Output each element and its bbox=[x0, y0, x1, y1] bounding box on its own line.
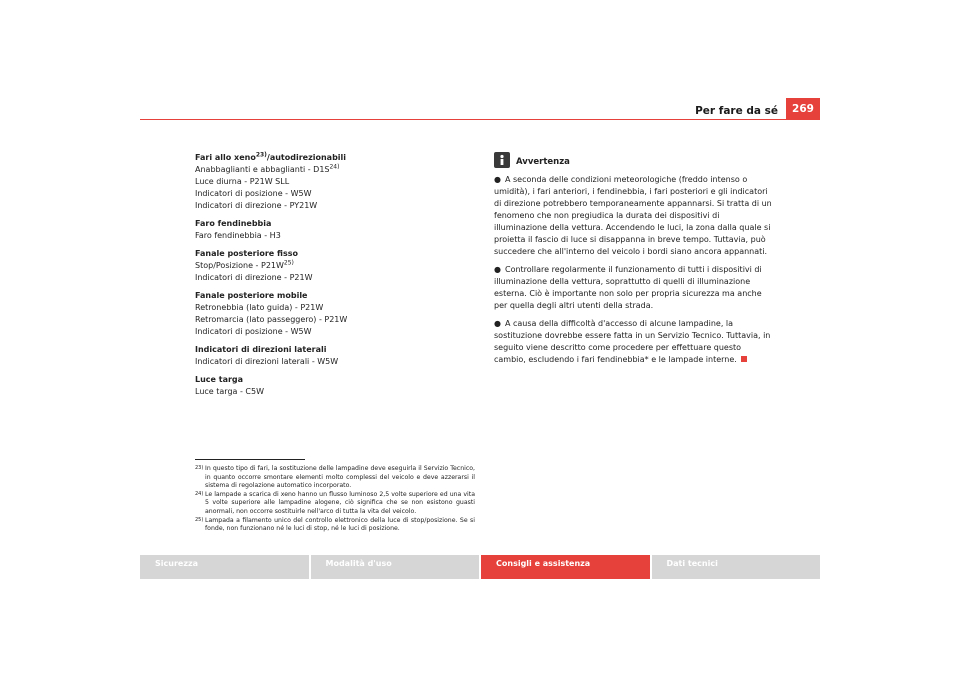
end-marker-icon bbox=[741, 356, 747, 362]
bulb-line: Retronebbia (lato guida) - P21W bbox=[195, 303, 324, 312]
bulb-line: Indicatori di posizione - W5W bbox=[195, 327, 312, 336]
bullet-icon: ● bbox=[494, 175, 501, 184]
warning-title: Avvertenza bbox=[516, 157, 570, 167]
tab-sicurezza[interactable]: Sicurezza bbox=[140, 555, 309, 579]
section-heading-xenon: Fari allo xeno$^{23)}$/autodirezionabili bbox=[195, 151, 347, 162]
info-note-icon bbox=[494, 152, 510, 168]
page-header-title: Per fare da sé bbox=[695, 105, 778, 117]
section-heading-rear-fixed: Fanale posteriore fisso bbox=[195, 249, 298, 258]
warning-bullet: ● Controllare regolarmente il funzionamento di tutti i dispositivi di illuminazione della vettura, soprattutto di quelli di illuminazione esterna. Ciò è importante non solo per propria sicurezza ma anche per quella degli altri utenti della strada. bbox=[494, 265, 762, 310]
tab-modalita-uso[interactable]: Modalità d'uso bbox=[311, 555, 480, 579]
bulb-line: Stop/Posizione - $P21W^{25)}$ bbox=[195, 259, 294, 270]
page-number-badge: 269 bbox=[786, 98, 820, 120]
bullet-icon: ● bbox=[494, 265, 501, 274]
section-heading-side-indicators: Indicatori di direzioni laterali bbox=[195, 345, 327, 354]
bulb-line: Indicatori di direzione - PY21W bbox=[195, 201, 318, 210]
footnote: 25) Lampada a filamento unico del controllo elettronico della luce di stop/posizione. Se si fonde, non funzionano né le luci di stop, né le luci di posizione. bbox=[195, 516, 475, 533]
footnote: 24) Le lampade a scarica di xeno hanno un flusso luminoso 2,5 volte superiore ed una vita 5 volte superiore alle lampadine alogene, ciò significa che se non esistono guasti anormali, non occorre sostituirle nell'arco di tutta la vita del veicolo. bbox=[195, 490, 475, 515]
bulb-line: Luce targa - C5W bbox=[195, 387, 264, 396]
footer-nav bbox=[140, 555, 820, 579]
footnote-divider bbox=[195, 459, 305, 460]
bulb-list bbox=[195, 152, 465, 398]
bulb-line: Anabbaglianti e abbaglianti - $D1S^{24)}$ bbox=[195, 163, 340, 174]
tab-dati-tecnici[interactable]: Dati tecnici bbox=[652, 555, 821, 579]
bullet-icon: ● bbox=[494, 319, 501, 328]
warning-box bbox=[494, 152, 774, 372]
warning-bullet: ● A causa della difficoltà d'accesso di alcune lampadine, la sostituzione dovrebbe essere fatta in un Servizio Tecnico. Tuttavia, in seguito viene descritto come procedere per effettuare questo cambio, escludendo i fari fendinebbia* e le lampade interne. bbox=[494, 319, 771, 364]
warning-bullet: ● A seconda delle condizioni meteorologiche (freddo intenso o umidità), i fari anteriori, i fendinebbia, i fari posteriori e gli indicatori di direzione potrebbero temporaneamente appannarsi. Si tratta di un fenomeno che non pregiudica la durata dei dispositivi di illuminazione della vettura. Accendendo le luci, la zona dalla quale si proietta il fascio di luce si disappanna in breve tempo. Tuttavia, può succedere che all'interno del veicolo i bordi siano ancora appannati. bbox=[494, 175, 772, 256]
bulb-line: Indicatori di direzione - P21W bbox=[195, 273, 313, 282]
bulb-line: Indicatori di direzioni laterali - W5W bbox=[195, 357, 339, 366]
section-heading-plate: Luce targa bbox=[195, 375, 244, 384]
header-divider bbox=[140, 119, 820, 120]
bulb-line: Luce diurna - P21W SLL bbox=[195, 177, 290, 186]
bulb-line: Faro fendinebbia - H3 bbox=[195, 231, 281, 240]
section-heading-fog: Faro fendinebbia bbox=[195, 219, 272, 228]
bulb-line: Indicatori di posizione - W5W bbox=[195, 189, 312, 198]
section-heading-rear-mobile: Fanale posteriore mobile bbox=[195, 291, 308, 300]
bulb-line: Retromarcia (lato passeggero) - P21W bbox=[195, 315, 348, 324]
tab-consigli-assistenza[interactable]: Consigli e assistenza bbox=[481, 555, 650, 579]
warning-header bbox=[494, 152, 774, 168]
footnotes bbox=[195, 465, 475, 534]
footnote: 23) In questo tipo di fari, la sostituzione delle lampadine deve eseguirla il Servizio Tecnico, in quanto occorre smontare elementi molto complessi del veicolo e deve azzerarsi il sistema di regolazione automatico incorporato. bbox=[195, 465, 475, 490]
